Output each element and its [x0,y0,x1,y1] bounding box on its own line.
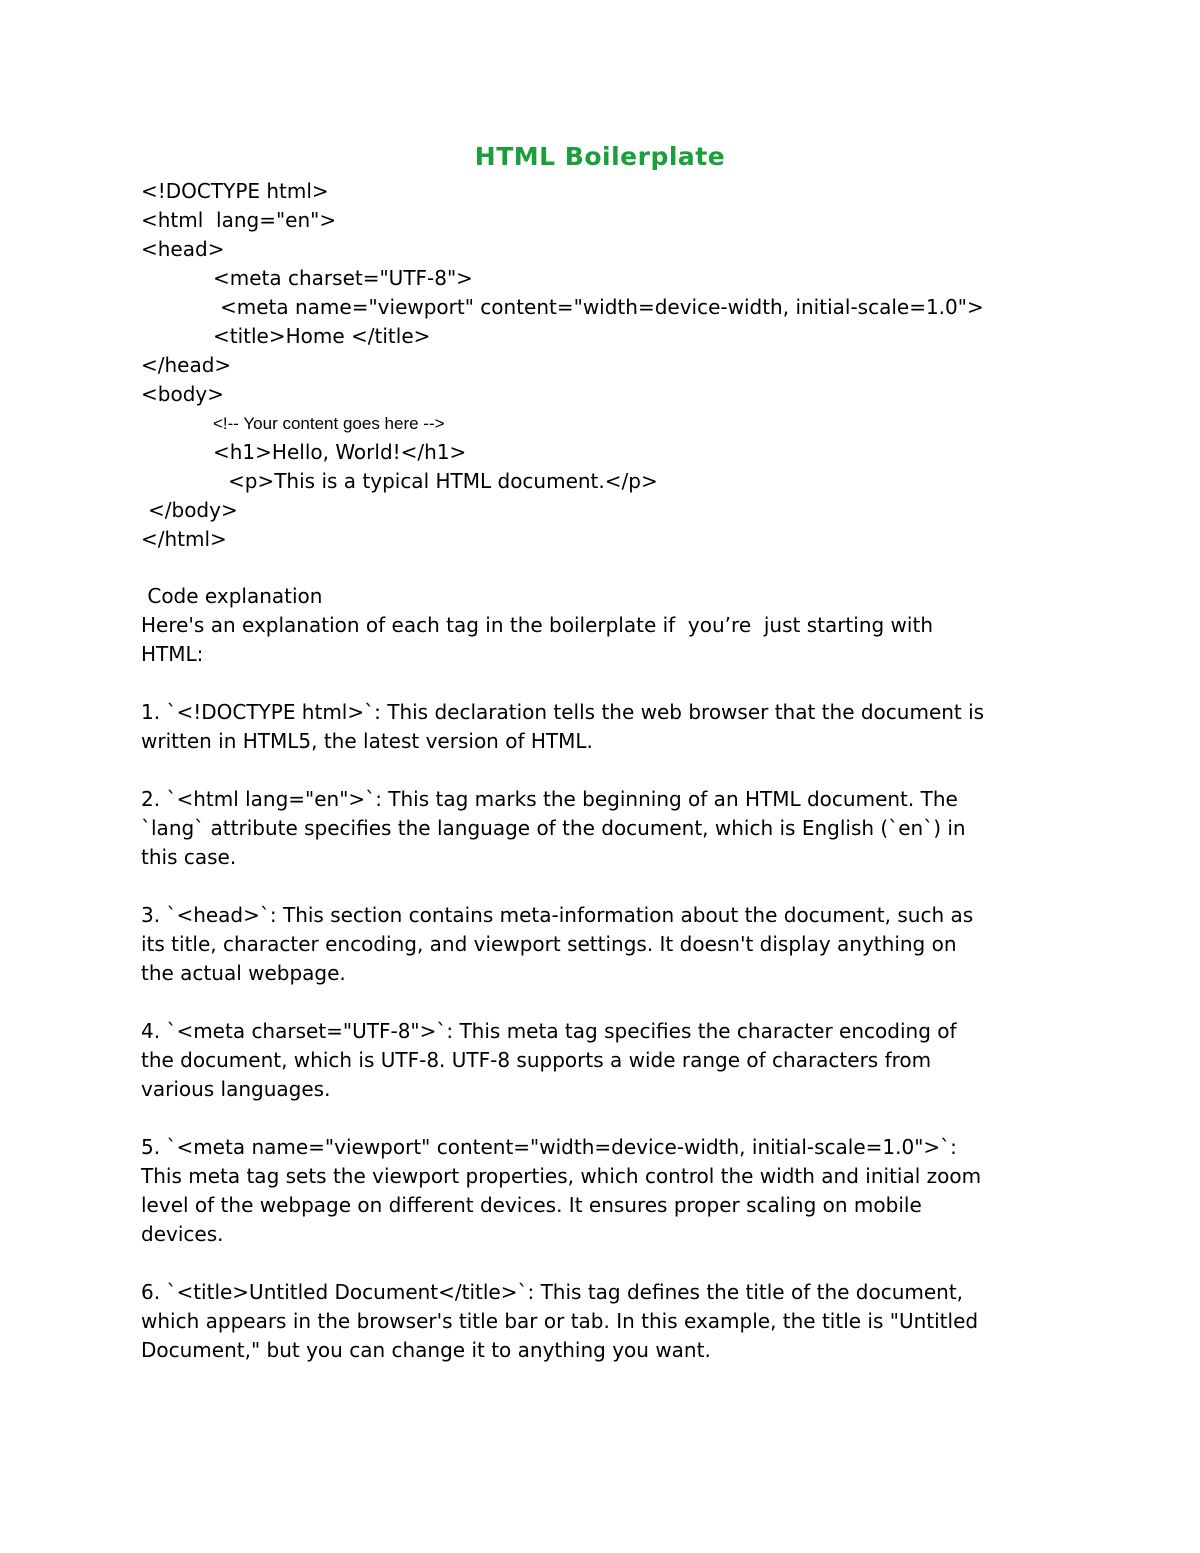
code-line: <body> [141,382,224,406]
code-line: <meta name="viewport" content="width=device-width, initial-scale=1.0"> [220,295,984,319]
code-block [141,177,984,554]
code-line: <html lang="en"> [141,208,337,232]
code-comment-line: <!-- Your content goes here --> [213,414,445,433]
paragraph-spacer [141,756,1071,785]
intro-line: HTML: [141,642,204,666]
list-item-line: 3. `<head>`: This section contains meta-information about the document, such as [141,903,974,927]
section-heading: Code explanation [141,584,323,608]
page-title: HTML Boilerplate [474,142,726,171]
list-item-line: level of the webpage on different devices. It ensures proper scaling on mobile [141,1193,922,1217]
code-line: <!DOCTYPE html> [141,179,329,203]
list-item-line: `lang` attribute specifies the language of the document, which is English (`en`) in [141,816,966,840]
list-item-line: the actual webpage. [141,961,346,985]
code-line: <title>Home </title> [213,324,431,348]
code-line: </head> [141,353,232,377]
list-item-line: this case. [141,845,237,869]
list-item-line: 5. `<meta name="viewport" content="width=device-width, initial-scale=1.0">`: [141,1135,957,1159]
list-item-line: written in HTML5, the latest version of HTML. [141,729,593,753]
list-item-line: various languages. [141,1077,331,1101]
list-item-line: 6. `<title>Untitled Document</title>`: This tag defines the title of the document, [141,1280,964,1304]
list-item-line: 1. `<!DOCTYPE html>`: This declaration tells the web browser that the document is [141,700,985,724]
code-line: <head> [141,237,225,261]
code-line: <h1>Hello, World!</h1> [213,440,467,464]
paragraph-spacer [141,1249,1071,1278]
code-line: <meta charset="UTF-8"> [213,266,473,290]
list-item-line: This meta tag sets the viewport properties, which control the width and initial zoom [141,1164,982,1188]
list-item-line: Document," but you can change it to anything you want. [141,1338,711,1362]
code-line: </html> [141,527,227,551]
code-explanation [141,582,1071,1365]
code-line: <p>This is a typical HTML document.</p> [228,469,658,493]
paragraph-spacer [141,872,1071,901]
list-item-line: its title, character encoding, and viewport settings. It doesn't display anything on [141,932,957,956]
list-item-line: the document, which is UTF-8. UTF-8 supports a wide range of characters from [141,1048,932,1072]
list-item-line: 2. `<html lang="en">`: This tag marks the beginning of an HTML document. The [141,787,958,811]
list-item-line: which appears in the browser's title bar or tab. In this example, the title is "Untitled [141,1309,979,1333]
paragraph-spacer [141,1104,1071,1133]
paragraph-spacer [141,669,1071,698]
code-line: </body> [148,498,238,522]
intro-line: Here's an explanation of each tag in the boilerplate if you’re just starting with [141,613,933,637]
list-item-line: devices. [141,1222,224,1246]
list-item-line: 4. `<meta charset="UTF-8">`: This meta tag specifies the character encoding of [141,1019,957,1043]
paragraph-spacer [141,988,1071,1017]
